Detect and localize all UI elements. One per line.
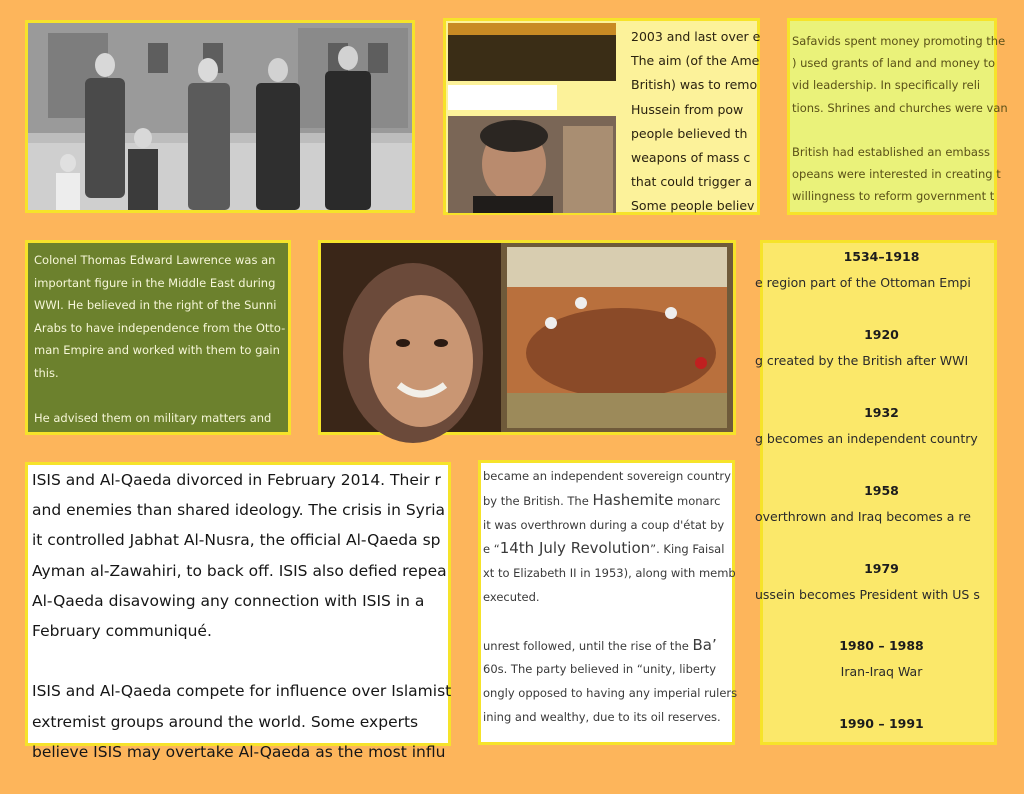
timeline-year: 1990 – 1991	[839, 716, 924, 732]
text-line: WWI. He believed in the right of the Sunni	[34, 298, 277, 313]
text-line: weapons of mass c	[631, 150, 751, 166]
saddam-photo	[448, 116, 616, 213]
text-line: ISIS and Al-Qaeda compete for influence over Islamist	[32, 682, 452, 701]
portrait-and-miniature-illustration	[321, 243, 733, 432]
timeline-event: ussein becomes President with US s	[755, 586, 980, 602]
royal-group-photo	[25, 20, 415, 213]
text-line: extremist groups around the world. Some experts	[32, 712, 419, 731]
timeline-panel	[755, 240, 997, 745]
timeline-entry	[755, 404, 1000, 483]
text-line: February communiqué.	[32, 622, 212, 641]
timeline-entry	[763, 716, 1000, 794]
text-line: became an independent sovereign country	[483, 469, 731, 483]
timeline-year: 1958	[864, 482, 899, 498]
landscape-photo-sky	[448, 23, 616, 35]
timeline-entry	[755, 560, 1000, 639]
lawrence-text	[34, 249, 298, 430]
text-line: it controlled Jabhat Al-Nusra, the official Al-Qaeda sp	[32, 531, 441, 550]
text-line: believe ISIS may overtake Al-Qaeda as the most influ	[32, 742, 446, 761]
text-line	[34, 385, 298, 408]
text-line	[483, 610, 753, 634]
timeline-event: g becomes an independent country	[755, 430, 978, 446]
text-line: and enemies than shared ideology. The crisis in Syria	[32, 501, 446, 520]
text-line: Al-Qaeda disavowing any connection with ISIS in a	[32, 591, 425, 610]
text-line: Ayman al-Zawahiri, to back off. ISIS also defied repea	[32, 561, 447, 580]
timeline-entry	[755, 249, 1000, 327]
timeline-year: 1534–1918	[843, 249, 920, 264]
timeline-entry	[755, 326, 1000, 405]
text-line: Safavids spent money promoting the	[792, 34, 1006, 48]
text-line: British) was to remo	[631, 77, 758, 93]
text-line: this.	[34, 365, 59, 380]
safavid-panel	[787, 18, 1008, 215]
text-line: 60s. The party believed in “unity, liberty	[483, 662, 717, 677]
text-line: Arabs to have independence from the Otto-	[34, 320, 286, 335]
timeline-year: 1979	[864, 560, 899, 576]
hashemite-panel	[478, 460, 738, 745]
text-line: Some people believ	[631, 198, 755, 214]
timeline-year: 1920	[864, 326, 899, 342]
saddam-photo-illustration	[448, 116, 616, 213]
text-line	[792, 119, 1012, 141]
timeline-entry	[755, 482, 1000, 561]
timeline-event: g created by the British after WWI	[755, 352, 969, 368]
portrait-and-miniature	[318, 240, 736, 435]
text-line: The aim (of the Ame	[631, 53, 760, 69]
iraq-war-panel	[443, 18, 760, 215]
text-line: ISIS and Al-Qaeda divorced in February 2014. Their r	[32, 471, 441, 489]
text-line: ) used grants of land and money to	[792, 56, 996, 71]
timeline-year: 1980 – 1988	[839, 638, 924, 654]
timeline-list	[755, 249, 1000, 794]
text-line: executed.	[483, 589, 540, 604]
text-line: man Empire and worked with them to gain	[34, 343, 280, 358]
timeline-event: overthrown and Iraq becomes a re	[755, 508, 971, 524]
timeline-event: Iran-Iraq War	[840, 664, 923, 680]
iraq-war-text	[631, 25, 761, 219]
text-line: by the British. The Hashemite monarc	[483, 490, 721, 509]
royal-group-photo-illustration	[28, 23, 412, 210]
text-line: vid leadership. In specifically reli	[792, 78, 981, 93]
text-line: it was overthrown during a coup d'état by	[483, 517, 725, 532]
text-line: ongly opposed to having any imperial rulers	[483, 686, 738, 701]
text-line: unrest followed, until the rise of the Ba’	[483, 635, 717, 654]
blank-caption-box	[448, 85, 557, 110]
text-line: 2003 and last over e	[631, 29, 761, 44]
text-line: British had established an embass	[792, 145, 990, 160]
isis-panel	[25, 462, 452, 761]
text-line: e “14th July Revolution”. King Faisal	[483, 539, 725, 558]
text-line: He advised them on military matters and	[34, 411, 272, 426]
text-line: opeans were interested in creating t	[792, 167, 1001, 182]
hashemite-text	[483, 465, 753, 730]
text-line: xt to Elizabeth II in 1953), along with memb	[483, 566, 736, 581]
text-line: that could trigger a	[631, 174, 753, 190]
safavid-text	[792, 30, 1012, 208]
text-line	[32, 646, 456, 676]
text-line: important figure in the Middle East during	[34, 275, 276, 290]
text-line: Colonel Thomas Edward Lawrence was an	[34, 253, 276, 267]
text-line: Hussein from pow	[631, 101, 744, 117]
text-line: people believed th	[631, 125, 748, 141]
timeline-entry	[763, 638, 1000, 716]
text-line: willingness to reform government t	[792, 189, 995, 204]
text-line: ining and wealthy, due to its oil reserves.	[483, 709, 721, 724]
timeline-event: e region part of the Ottoman Empi	[755, 275, 971, 290]
isis-text	[32, 465, 456, 767]
lawrence-panel	[25, 240, 291, 435]
timeline-year: 1932	[864, 404, 899, 420]
text-line: tions. Shrines and churches were van	[792, 100, 1008, 115]
